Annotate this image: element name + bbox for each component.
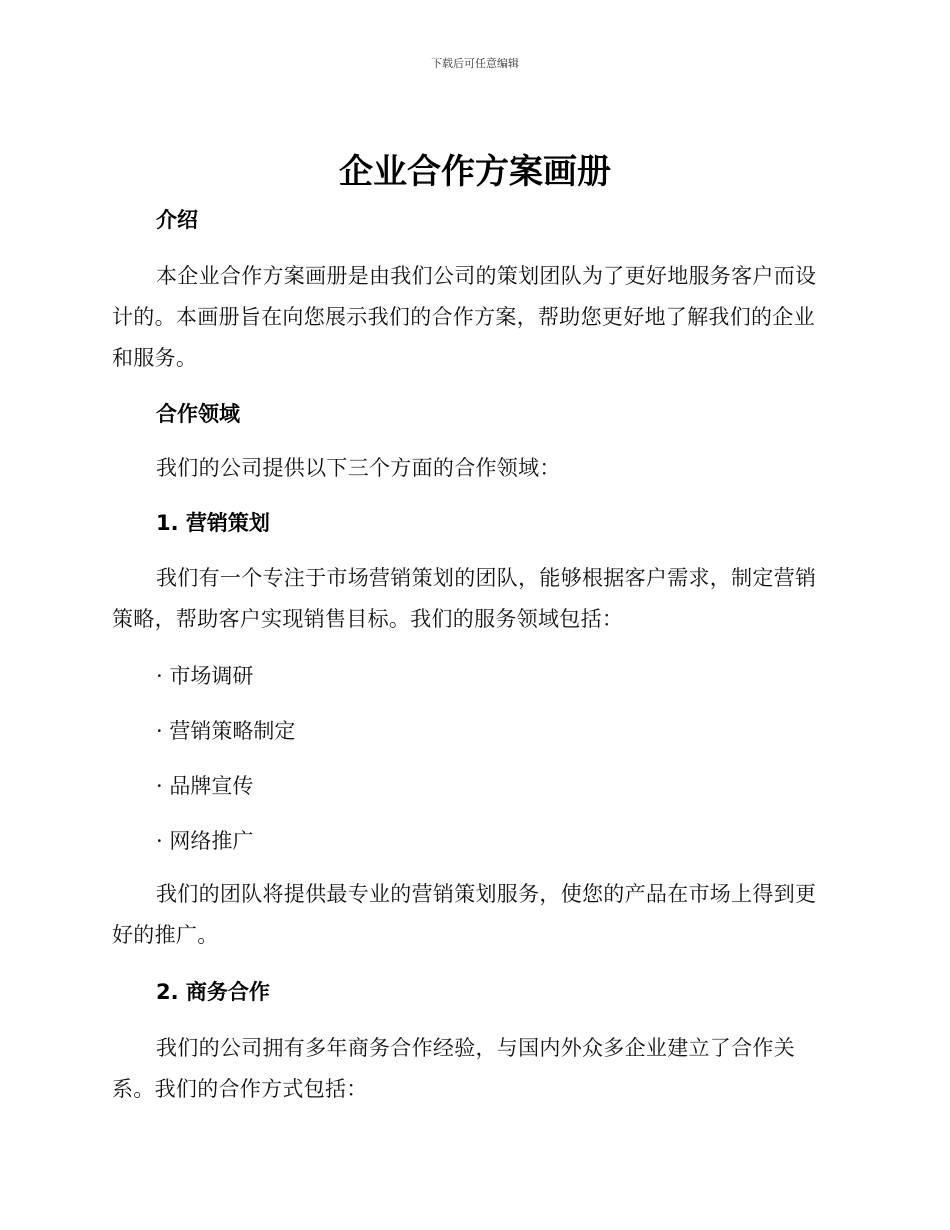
marketing-closing-paragraph: 我们的团队将提供最专业的营销策划服务，使您的产品在市场上得到更好的推广。 — [112, 882, 817, 947]
list-item: · 网络推广 — [156, 829, 254, 853]
section-heading-business: 2. 商务合作 — [156, 980, 270, 1004]
header-note: 下载后可任意编辑 — [431, 57, 519, 70]
list-item: · 市场调研 — [156, 664, 254, 688]
intro-paragraph: 本企业合作方案画册是由我们公司的策划团队为了更好地服务客户而设计的。本画册旨在向您展示我们的合作方案，帮助您更好地了解我们的企业和服务。 — [112, 264, 817, 370]
section-heading-intro: 介绍 — [156, 208, 198, 232]
marketing-paragraph: 我们有一个专注于市场营销策划的团队，能够根据客户需求，制定营销策略，帮助客户实现销售目标。我们的服务领域包括： — [112, 566, 817, 631]
list-item: · 营销策略制定 — [156, 719, 296, 743]
business-paragraph: 我们的公司拥有多年商务合作经验，与国内外众多企业建立了合作关系。我们的合作方式包括： — [112, 1036, 795, 1101]
fields-paragraph: 我们的公司提供以下三个方面的合作领域： — [156, 456, 561, 480]
document-title: 企业合作方案画册 — [339, 152, 611, 192]
section-heading-marketing: 1. 营销策划 — [156, 511, 270, 535]
section-heading-fields: 合作领域 — [156, 402, 240, 426]
list-item: · 品牌宣传 — [156, 774, 254, 798]
